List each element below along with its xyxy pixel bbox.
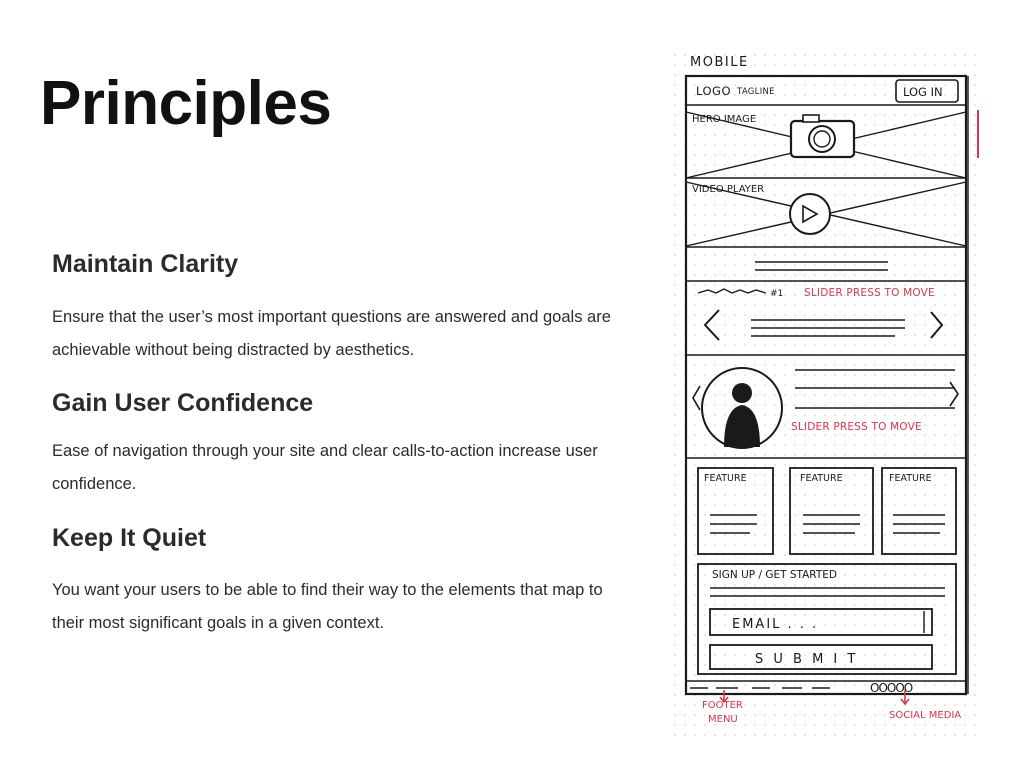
footer-annotation-line-2: MENU: [708, 714, 738, 725]
mobile-wireframe-sketch: [672, 48, 984, 738]
slider-annotation-1: SLIDER PRESS TO MOVE: [804, 287, 935, 299]
sketch-login-label: LOG IN: [903, 85, 943, 99]
sketch-hero-label: HERO IMAGE: [692, 114, 757, 125]
body-gain-user-confidence: Ease of navigation through your site and clear calls-to-action increase user confidence.: [52, 442, 598, 493]
sketch-header-label: MOBILE: [690, 55, 749, 70]
sketch-submit-label: S U B M I T: [755, 652, 859, 667]
feature-label-2: FEATURE: [800, 473, 843, 484]
body-maintain-clarity: Ensure that the user’s most important questions are answered and goals are achievable without being distracted by aesthetics.: [52, 308, 611, 359]
sketch-logo: LOGO: [696, 84, 732, 98]
slide-title: Principles: [40, 69, 332, 138]
sketch-signup-label: SIGN UP / GET STARTED: [712, 569, 837, 581]
feature-label-1: FEATURE: [704, 473, 747, 484]
play-circle-icon: [790, 194, 830, 234]
feature-label-3: FEATURE: [889, 473, 932, 484]
sketch-tagline: TAGLINE: [737, 87, 775, 97]
heading-maintain-clarity: Maintain Clarity: [52, 250, 239, 278]
heading-keep-it-quiet: Keep It Quiet: [52, 524, 207, 552]
svg-text:#1: #1: [770, 289, 784, 299]
body-keep-it-quiet: You want your users to be able to find their way to the elements that map to their most significant goals in a given context.: [52, 581, 603, 632]
sketch-video-label: VIDEO PLAYER: [692, 184, 765, 195]
sketch-email-label: EMAIL . . .: [732, 617, 819, 632]
heading-gain-user-confidence: Gain User Confidence: [52, 389, 314, 417]
footer-annotation-line-1: FOOTER: [702, 700, 743, 711]
slider-annotation-2: SLIDER PRESS TO MOVE: [791, 421, 922, 433]
sketch-social-icons: OOOOO: [870, 681, 913, 695]
social-annotation: SOCIAL MEDIA: [889, 710, 962, 721]
